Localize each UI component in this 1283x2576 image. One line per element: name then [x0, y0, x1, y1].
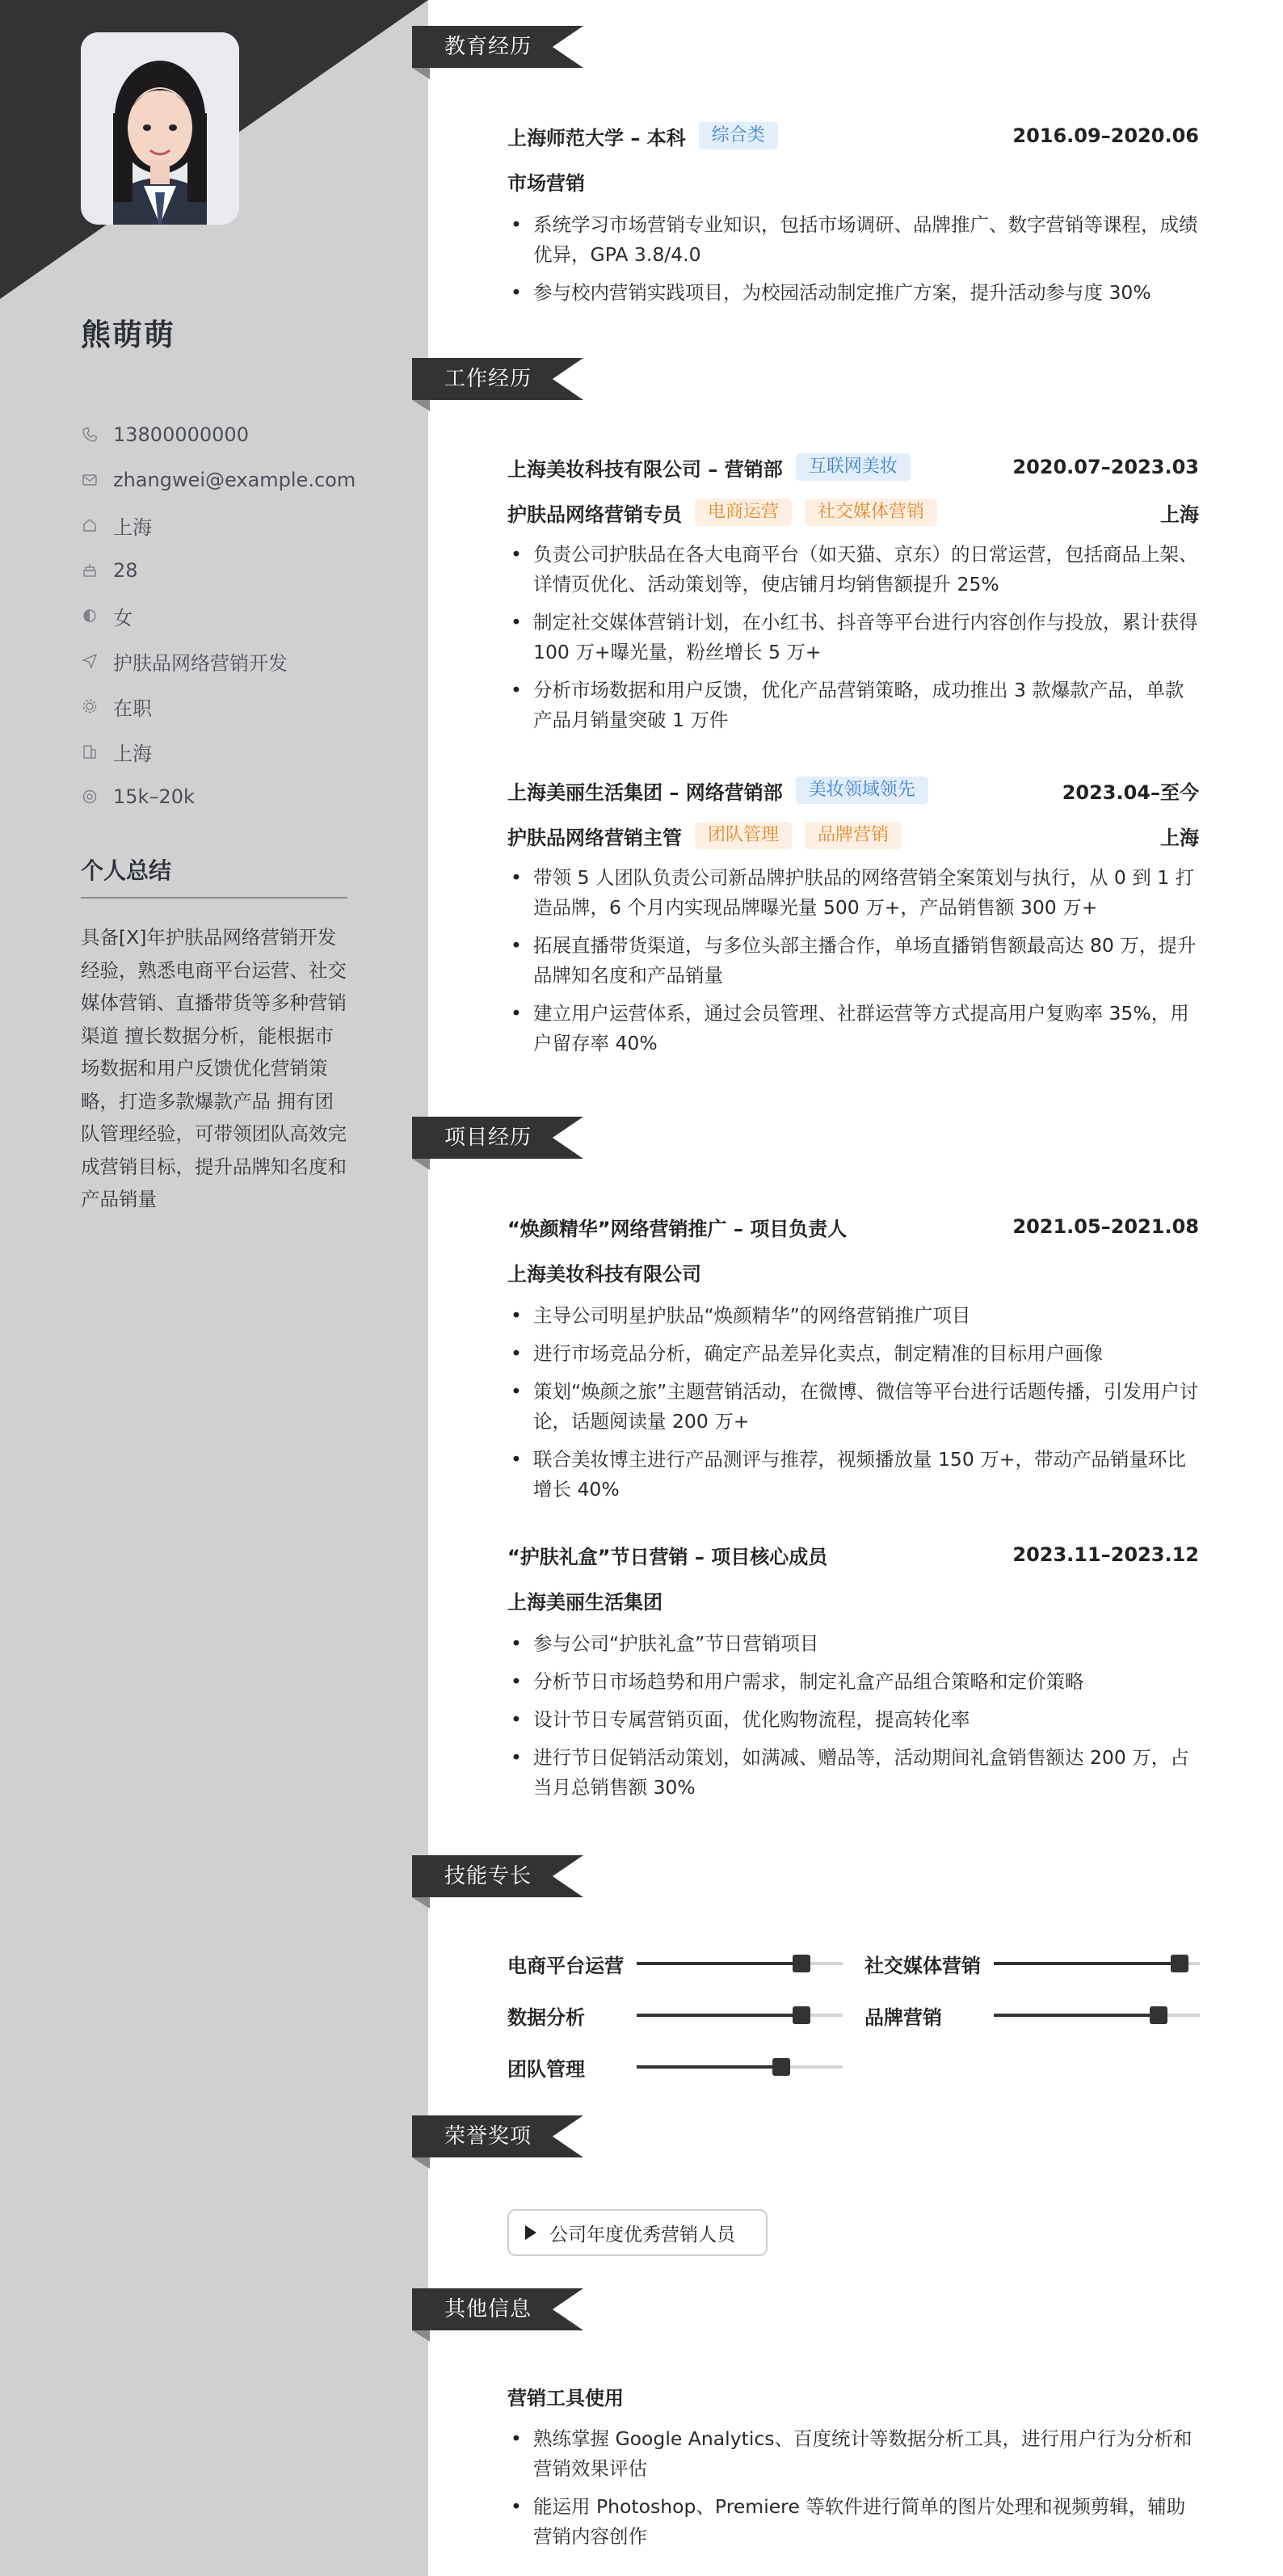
award-text: 公司年度优秀营销人员	[549, 2224, 735, 2246]
education-header	[507, 120, 1199, 152]
work-2-header	[507, 774, 1199, 806]
list-item: • 带领 5 人团队负责公司新品牌护肤品的网络营销全案策划与执行，从 0 到 1 打造品牌，6 个月内实现品牌曝光量 500 万+，产品销售额 300 万+	[507, 863, 1199, 923]
work-1-bullets	[507, 540, 1199, 743]
skill-knob	[1171, 1955, 1188, 1972]
project-2-header	[507, 1538, 1199, 1571]
email-text: zhangwei@example.com	[113, 469, 356, 491]
age-text: 28	[113, 559, 138, 582]
project-1-date: 2021.05–2021.08	[1012, 1215, 1199, 1238]
phone-text: 13800000000	[113, 423, 249, 446]
building-icon	[81, 743, 99, 760]
skill-fill	[637, 2014, 801, 2017]
skill-knob	[772, 2058, 790, 2076]
section-title-awards: 荣誉奖项	[444, 2124, 532, 2149]
other-subtitle: 营销工具使用	[507, 2387, 624, 2410]
gender-text: 女	[113, 606, 133, 629]
project-2-bullets	[507, 1629, 1199, 1811]
education-tag: 综合类	[699, 122, 778, 149]
work-2-bullets	[507, 863, 1199, 1067]
work-1-company: 上海美妆科技有限公司 – 营销部	[507, 457, 783, 481]
work-city-text: 上海	[113, 742, 152, 765]
salary-icon	[81, 788, 99, 806]
list-item: • 建立用户运营体系，通过会员管理、社群运营等方式提高用户复购率 35%，用户留存率 40%	[507, 999, 1199, 1059]
list-item: • 系统学习市场营销专业知识，包括市场调研、品牌推广、数字营销等课程，成绩优异，GPA 3.8/4.0	[507, 210, 1199, 270]
info-phone	[81, 412, 355, 457]
info-email	[81, 457, 355, 503]
project-2-title: “护肤礼盒”节日营销 – 项目核心成员	[507, 1545, 828, 1568]
section-banner-education	[412, 26, 583, 68]
work-2-location: 上海	[1160, 826, 1199, 849]
list-item: • 分析节日市场趋势和用户需求，制定礼盒产品组合策略和定价策略	[507, 1667, 1199, 1697]
summary-text: 具备[X]年护肤品网络营销开发经验，熟悉电商平台运营、社交媒体营销、直播带货等多种营销渠道 擅长数据分析，能根据市场数据和用户反馈优化营销策略，打造多款爆款产品 拥有团队管理经验，可带领团队高效完成营销目标，提升品牌知名度和产品销量	[81, 926, 347, 1210]
award-badge	[507, 2209, 768, 2256]
section-banner-awards	[412, 2115, 583, 2157]
salary-text: 15k–20k	[113, 785, 195, 808]
section-title-other: 其他信息	[444, 2297, 532, 2321]
skill-name: 品牌营销	[864, 2006, 942, 2029]
info-gender	[81, 593, 355, 638]
work-1-header	[507, 451, 1199, 483]
section-banner-work	[412, 358, 583, 400]
section-title-skills: 技能专长	[444, 1864, 532, 1888]
skill-track	[637, 1962, 843, 1965]
section-title-projects: 项目经历	[444, 1126, 532, 1150]
education-school: 上海师范大学 – 本科	[507, 126, 686, 149]
work-2-role-tag-1: 团队管理	[695, 822, 792, 849]
skill-track	[637, 2014, 843, 2017]
sidebar	[0, 0, 428, 2576]
project-1-header	[507, 1210, 1199, 1243]
section-title-education: 教育经历	[444, 35, 532, 59]
work-1-role-row	[507, 496, 1199, 528]
info-status	[81, 684, 355, 729]
skill-track	[637, 2065, 843, 2069]
work-1-role: 护肤品网络营销专员	[507, 503, 682, 526]
list-item: • 参与校内营销实践项目，为校园活动制定推广方案，提升活动参与度 30%	[507, 278, 1199, 308]
skill-row	[507, 1947, 855, 1980]
contact-info-list	[81, 412, 355, 819]
list-item: • 进行节日促销活动策划，如满减、赠品等，活动期间礼盒销售额达 200 万，占当月总销售额 30%	[507, 1743, 1199, 1803]
skill-row	[864, 1999, 1212, 2031]
status-icon	[81, 697, 99, 715]
mail-icon	[81, 471, 99, 489]
education-major-row	[507, 165, 1199, 197]
education-major: 市场营销	[507, 171, 585, 195]
info-salary	[81, 774, 355, 819]
list-item: • 参与公司“护肤礼盒”节日营销项目	[507, 1629, 1199, 1659]
list-item: • 主导公司明星护肤品“焕颜精华”的网络营销推广项目	[507, 1301, 1199, 1331]
list-item: • 策划“焕颜之旅”主题营销活动，在微博、微信等平台进行话题传播，引发用户讨论，话题阅读量 200 万+	[507, 1377, 1199, 1437]
cake-icon	[81, 562, 99, 579]
summary-title: 个人总结	[81, 857, 172, 884]
send-icon	[81, 652, 99, 670]
project-1-bullets	[507, 1301, 1199, 1513]
project-2-company-row	[507, 1584, 1199, 1616]
avatar	[81, 32, 239, 225]
project-2-date: 2023.11–2023.12	[1012, 1543, 1199, 1566]
gender-icon	[81, 607, 99, 625]
play-icon	[525, 2225, 536, 2240]
location-text: 上海	[113, 516, 152, 539]
skill-row	[507, 2051, 855, 2083]
status-text: 在职	[113, 697, 152, 720]
work-2-date: 2023.04–至今	[1062, 781, 1199, 804]
list-item: • 能运用 Photoshop、Premiere 等软件进行简单的图片处理和视频剪辑，辅助营销内容创作	[507, 2492, 1199, 2552]
education-date: 2016.09–2020.06	[1012, 124, 1199, 147]
section-banner-skills	[412, 1855, 583, 1897]
candidate-name: 熊萌萌	[81, 318, 175, 352]
work-2-role-row	[507, 819, 1199, 852]
list-item: • 制定社交媒体营销计划，在小红书、抖音等平台进行内容创作与投放，累计获得 100 万+曝光量，粉丝增长 5 万+	[507, 608, 1199, 667]
list-item: • 负责公司护肤品在各大电商平台（如天猫、京东）的日常运营，包括商品上架、详情页优化、活动策划等，使店铺月均销售额提升 25%	[507, 540, 1199, 600]
list-item: • 拓展直播带货渠道，与多位头部主播合作，单场直播销售额最高达 80 万，提升品牌知名度和产品销量	[507, 931, 1199, 991]
info-work-city	[81, 729, 355, 774]
skill-fill	[637, 2065, 781, 2069]
work-1-date: 2020.07–2023.03	[1012, 456, 1199, 478]
skill-fill	[994, 1962, 1180, 1965]
list-item: • 熟练掌握 Google Analytics、百度统计等数据分析工具，进行用户行为分析和营销效果评估	[507, 2424, 1199, 2484]
summary-divider	[81, 897, 347, 899]
section-banner-projects	[412, 1117, 583, 1159]
project-1-title: “焕颜精华”网络营销推广 – 项目负责人	[507, 1217, 848, 1240]
portrait-image	[81, 32, 239, 225]
skill-row	[507, 1999, 855, 2031]
project-2-company: 上海美丽生活集团	[507, 1590, 663, 1614]
work-2-tag: 美妆领域领先	[796, 777, 928, 804]
info-age	[81, 548, 355, 593]
list-item: • 设计节日专属营销页面，优化购物流程，提高转化率	[507, 1705, 1199, 1735]
skill-knob	[793, 2006, 810, 2024]
info-job-target	[81, 638, 355, 684]
education-bullets	[507, 210, 1199, 316]
section-banner-other	[412, 2288, 583, 2330]
info-location	[81, 503, 355, 548]
work-1-role-tag-1: 电商运营	[695, 499, 792, 526]
work-1-tag: 互联网美妆	[796, 453, 911, 481]
work-1-location: 上海	[1160, 503, 1199, 526]
skill-name: 团队管理	[507, 2057, 585, 2081]
section-title-work: 工作经历	[444, 367, 532, 391]
work-2-role-tag-2: 品牌营销	[805, 822, 902, 849]
skill-knob	[1150, 2006, 1167, 2024]
project-1-company-row	[507, 1256, 1199, 1288]
list-item: • 分析市场数据和用户反馈，优化产品营销策略，成功推出 3 款爆款产品，单款产品月销量突破 1 万件	[507, 676, 1199, 735]
skill-name: 电商平台运营	[507, 1954, 624, 1977]
skill-track	[994, 1962, 1200, 1965]
project-1-company: 上海美妆科技有限公司	[507, 1262, 701, 1286]
skill-fill	[637, 1962, 801, 1965]
skill-row	[864, 1947, 1212, 1980]
work-2-role: 护肤品网络营销主管	[507, 826, 682, 849]
skill-name: 社交媒体营销	[864, 1954, 981, 1977]
phone-icon	[81, 426, 99, 444]
skill-name: 数据分析	[507, 2006, 585, 2029]
home-icon	[81, 516, 99, 534]
other-bullets	[507, 2424, 1199, 2560]
work-2-company: 上海美丽生活集团 – 网络营销部	[507, 781, 783, 804]
skill-fill	[994, 2014, 1159, 2017]
skill-track	[994, 2014, 1200, 2017]
work-1-role-tag-2: 社交媒体营销	[805, 499, 937, 526]
skill-knob	[793, 1955, 810, 1972]
list-item: • 进行市场竞品分析，确定产品差异化卖点，制定精准的目标用户画像	[507, 1339, 1199, 1369]
list-item: • 联合美妆博主进行产品测评与推荐，视频播放量 150 万+，带动产品销量环比增长 40%	[507, 1445, 1199, 1505]
job-target-text: 护肤品网络营销开发	[113, 651, 288, 675]
